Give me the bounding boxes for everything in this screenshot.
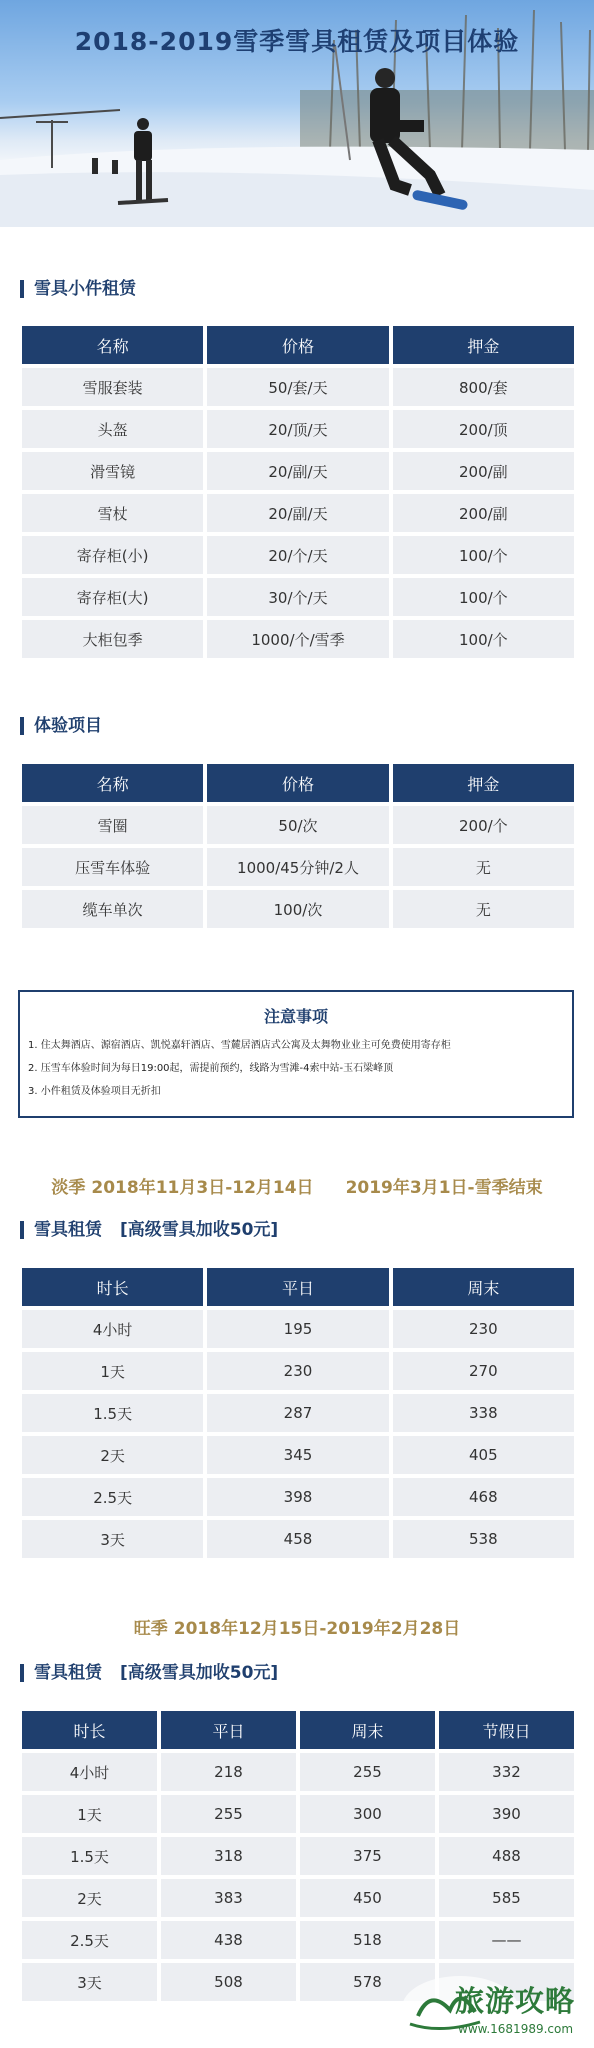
peak-season-rental-table xyxy=(18,1707,578,2005)
table-header-row xyxy=(22,764,574,802)
table-cell: 405 xyxy=(393,1436,574,1474)
table-cell: 518 xyxy=(300,1921,435,1959)
table-header-cell: 平日 xyxy=(207,1268,388,1306)
section-title-extra: [高级雪具加收50元] xyxy=(120,1663,279,1683)
table-cell: 318 xyxy=(161,1837,296,1875)
notes-item: 2. 压雪车体验时间为每日19:00起，需提前预约，线路为雪滩-4索中站-玉石梁峰顶 xyxy=(28,1063,394,1074)
table-cell: 450 xyxy=(300,1879,435,1917)
table-cell: 30/个/天 xyxy=(207,578,388,616)
table-cell: 338 xyxy=(393,1394,574,1432)
table-cell: —— xyxy=(439,1921,574,1959)
table-cell: 20/副/天 xyxy=(207,452,388,490)
table-row xyxy=(22,890,574,928)
table-cell: 218 xyxy=(161,1753,296,1791)
table-header-cell: 名称 xyxy=(22,764,203,802)
table-cell: 无 xyxy=(393,848,574,886)
table-cell: 383 xyxy=(161,1879,296,1917)
notes-item: 3. 小件租赁及体验项目无折扣 xyxy=(28,1086,161,1097)
table-cell: 1天 xyxy=(22,1795,157,1833)
table-cell: 375 xyxy=(300,1837,435,1875)
table-header-cell: 价格 xyxy=(207,764,388,802)
table-cell: 488 xyxy=(439,1837,574,1875)
table-header-cell: 时长 xyxy=(22,1268,203,1306)
table-row xyxy=(22,1837,574,1875)
table-cell: 100/个 xyxy=(393,578,574,616)
table-cell: 287 xyxy=(207,1394,388,1432)
table-cell: 4小时 xyxy=(22,1310,203,1348)
table-header-cell: 名称 xyxy=(22,326,203,364)
section-title-text: 雪具小件租赁 xyxy=(34,279,136,299)
table-header-row xyxy=(22,1711,574,1749)
table-row xyxy=(22,410,574,448)
section-title-peak-season-rental xyxy=(20,1664,278,1682)
table-cell: 458 xyxy=(207,1520,388,1558)
table-cell: 压雪车体验 xyxy=(22,848,203,886)
table-cell: 雪杖 xyxy=(22,494,203,532)
table-cell: 2天 xyxy=(22,1879,157,1917)
section-title-experience xyxy=(20,717,102,735)
table-cell: 100/个 xyxy=(393,620,574,658)
table-row xyxy=(22,1394,574,1432)
table-row xyxy=(22,1310,574,1348)
off-season-rental-table xyxy=(18,1264,578,1562)
table-cell: 1000/45分钟/2人 xyxy=(207,848,388,886)
peak-season-label: 旺季 xyxy=(133,1619,168,1639)
page-title: 2018-2019雪季雪具租赁及项目体验 xyxy=(74,27,520,56)
table-header-cell: 时长 xyxy=(22,1711,157,1749)
table-cell: 雪服套装 xyxy=(22,368,203,406)
table-cell: 538 xyxy=(393,1520,574,1558)
watermark-brand: 旅游攻略 xyxy=(455,1984,576,2018)
table-header-cell: 周末 xyxy=(300,1711,435,1749)
table-cell: 50/次 xyxy=(207,806,388,844)
table-cell: 345 xyxy=(207,1436,388,1474)
table-cell: 20/顶/天 xyxy=(207,410,388,448)
off-season-period-1: 2018年11月3日-12月14日 xyxy=(91,1178,314,1198)
table-row xyxy=(22,1478,574,1516)
table-cell: 2.5天 xyxy=(22,1921,157,1959)
notes-item: 1. 住太舞酒店、源宿酒店、凯悦嘉轩酒店、雪麓居酒店式公寓及太舞物业业主可免费使用寄存柜 xyxy=(28,1040,451,1051)
table-row xyxy=(22,494,574,532)
table-row xyxy=(22,806,574,844)
table-cell: 390 xyxy=(439,1795,574,1833)
table-cell: 468 xyxy=(393,1478,574,1516)
table-cell: 雪圈 xyxy=(22,806,203,844)
section-title-small-rental xyxy=(20,280,136,298)
table-cell: 230 xyxy=(393,1310,574,1348)
section-title-off-season-rental xyxy=(20,1221,278,1239)
peak-season-period: 2018年12月15日-2019年2月28日 xyxy=(173,1619,461,1639)
table-cell: 100/个 xyxy=(393,536,574,574)
table-cell: 20/个/天 xyxy=(207,536,388,574)
table-cell: 200/副 xyxy=(393,452,574,490)
table-cell: 195 xyxy=(207,1310,388,1348)
table-cell: 300 xyxy=(300,1795,435,1833)
table-header-row xyxy=(22,326,574,364)
section-title-extra: [高级雪具加收50元] xyxy=(120,1220,279,1240)
table-cell: 200/顶 xyxy=(393,410,574,448)
table-cell: 3天 xyxy=(22,1963,157,2001)
off-season-banner xyxy=(0,1173,594,1198)
table-row xyxy=(22,368,574,406)
table-row xyxy=(22,620,574,658)
table-row xyxy=(22,578,574,616)
table-cell: 2天 xyxy=(22,1436,203,1474)
table-cell: 1.5天 xyxy=(22,1394,203,1432)
table-cell: 438 xyxy=(161,1921,296,1959)
table-cell: 寄存柜(小) xyxy=(22,536,203,574)
table-cell: 1.5天 xyxy=(22,1837,157,1875)
table-cell: 508 xyxy=(161,1963,296,2001)
watermark-url: www.1681989.com xyxy=(458,2022,574,2036)
table-cell: 255 xyxy=(161,1795,296,1833)
table-cell: 332 xyxy=(439,1753,574,1791)
table-header-cell: 周末 xyxy=(393,1268,574,1306)
table-cell: 255 xyxy=(300,1753,435,1791)
table-cell: 200/个 xyxy=(393,806,574,844)
table-header-cell: 平日 xyxy=(161,1711,296,1749)
table-row xyxy=(22,1795,574,1833)
table-row xyxy=(22,536,574,574)
table-cell: 3天 xyxy=(22,1520,203,1558)
small-rental-table xyxy=(18,322,578,662)
table-row xyxy=(22,1753,574,1791)
table-cell: 800/套 xyxy=(393,368,574,406)
table-cell: 20/副/天 xyxy=(207,494,388,532)
table-cell: 缆车单次 xyxy=(22,890,203,928)
table-cell: 200/副 xyxy=(393,494,574,532)
section-title-text: 体验项目 xyxy=(34,716,102,736)
section-title-text: 雪具租赁 xyxy=(34,1220,102,1240)
table-cell: 100/次 xyxy=(207,890,388,928)
off-season-label: 淡季 xyxy=(51,1178,86,1198)
table-row xyxy=(22,1352,574,1390)
section-title-text: 雪具租赁 xyxy=(34,1663,102,1683)
table-cell: 4小时 xyxy=(22,1753,157,1791)
off-season-period-2: 2019年3月1日-雪季结束 xyxy=(345,1178,543,1198)
notes-title: 注意事项 xyxy=(263,1007,328,1026)
table-cell: 230 xyxy=(207,1352,388,1390)
table-cell: 398 xyxy=(207,1478,388,1516)
hero-banner xyxy=(0,0,594,227)
table-header-row xyxy=(22,1268,574,1306)
table-header-cell: 押金 xyxy=(393,326,574,364)
table-cell: 585 xyxy=(439,1879,574,1917)
table-row xyxy=(22,848,574,886)
table-header-cell: 押金 xyxy=(393,764,574,802)
table-cell: 滑雪镜 xyxy=(22,452,203,490)
table-cell: 50/套/天 xyxy=(207,368,388,406)
table-cell: 头盔 xyxy=(22,410,203,448)
table-cell: 寄存柜(大) xyxy=(22,578,203,616)
table-cell: 578 xyxy=(300,1963,435,2001)
table-cell: 无 xyxy=(393,890,574,928)
peak-season-banner xyxy=(0,1614,594,1639)
table-cell: 大柜包季 xyxy=(22,620,203,658)
table-cell: 1000/个/雪季 xyxy=(207,620,388,658)
table-cell: 270 xyxy=(393,1352,574,1390)
table-row xyxy=(22,1520,574,1558)
notes-box xyxy=(18,990,574,1118)
table-row xyxy=(22,1921,574,1959)
table-header-cell: 节假日 xyxy=(439,1711,574,1749)
table-row xyxy=(22,452,574,490)
table-row xyxy=(22,1436,574,1474)
table-row xyxy=(22,1879,574,1917)
experience-table xyxy=(18,760,578,932)
table-header-cell: 价格 xyxy=(207,326,388,364)
table-cell: 1天 xyxy=(22,1352,203,1390)
table-cell: 2.5天 xyxy=(22,1478,203,1516)
